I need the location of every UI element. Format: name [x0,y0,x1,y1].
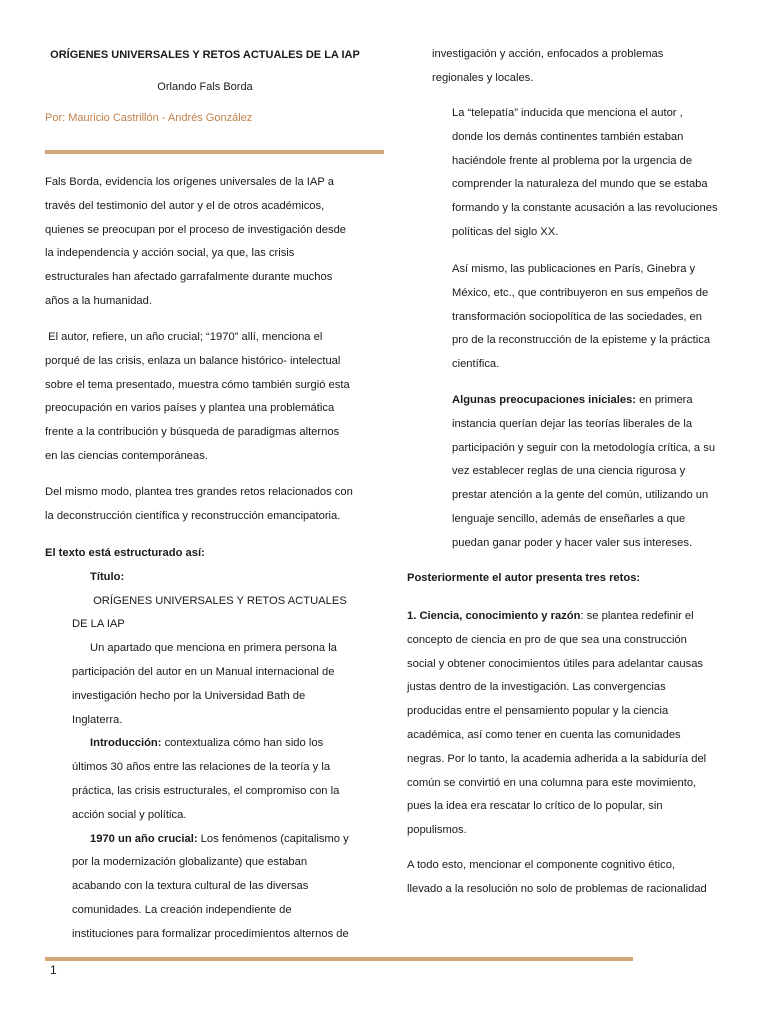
paragraph-preocupaciones [452,389,742,556]
reto1-line: 1. Ciencia, conocimiento y razón: se plantea redefinir el [407,610,694,622]
text-line: pues la idea era rescatar lo crítico de lo popular, sin [407,800,663,813]
text-line: vez establecer reglas de una ciencia rigurosa y [452,465,686,478]
text-line: participación y seguir con la metodología crítica, a su [452,441,716,454]
author-name: Orlando Fals Borda [157,81,253,93]
text-line: DE LA IAP [72,618,125,631]
text-line: populismos. [407,824,467,837]
text-line: académica, así como tener en cuenta las comunidades [407,728,681,741]
paragraph-reto-1 [407,605,737,843]
paragraph-final [407,854,737,902]
text-line: lenguaje sencillo, además de enseñarles a que [452,512,686,525]
text-line: políticas del siglo XX. [452,225,559,238]
text-line: acabando con la textura cultural de las diversas [72,880,309,893]
text-line: comprender la naturaleza del mundo que se estaba [452,178,708,191]
paragraph-retos [45,481,375,529]
text-line: práctica, las crisis estructurales, el compromiso con la [72,784,340,797]
text-line: regionales y locales. [432,71,534,84]
paragraph-intro [45,171,375,314]
intro-line: Introducción: contextualiza cómo han sido los [90,737,324,750]
text-line: puedan ganar poder y hacer valer sus intereses. [452,536,693,549]
text-line: frente a la contribución y búsqueda de paradigmas alternos [45,426,340,439]
text-line: común se convirtió en una columna para este movimiento, [407,776,697,789]
text-line: la deconstrucción científica y reconstrucción emancipatoria. [45,509,341,522]
text-line: Del mismo modo, plantea tres grandes retos relacionados con [45,486,353,498]
preoc-line: Algunas preocupaciones iniciales: en primera [452,394,693,406]
text-line: llevado a la resolución no solo de problemas de racionalidad [407,882,707,895]
text-line: sobre el tema presentado, muestra cómo también surgió esta [45,378,350,391]
text-line: prestar atención a la gente del común, utilizando un [452,489,709,502]
text-line: años a la humanidad. [45,294,152,307]
structure-heading: El texto está estructurado así: [45,547,205,559]
text-line: Inglaterra. [72,713,123,726]
text-line: La “telepatía” inducida que menciona el autor , [452,107,683,119]
text-line: justas dentro de la investigación. Las convergencias [407,681,666,694]
text-line: científica. [452,358,500,371]
text-line: social y obtener conocimientos útiles para adelantar causas [407,657,704,670]
preoc-label: Algunas preocupaciones iniciales: [452,394,637,406]
text-line: en las ciencias contemporáneas. [45,449,208,462]
byline: Por: Mauricio Castrillón - Andrés González [45,112,253,124]
paragraph-crucial-year [45,326,375,469]
right-continuation [432,43,732,91]
text-line: estructurales han afectado garrafalmente durante muchos [45,271,333,284]
text-line: comunidades. La creación independiente de [72,903,292,916]
paragraph-telepatia [452,102,742,245]
text-line: participación del autor en un Manual internacional de [72,665,335,678]
text-line: México, etc., que contribuyeron en sus empeños de [452,286,709,299]
text-line: Un apartado que menciona en primera persona la [90,642,337,655]
crucial-line: 1970 un año crucial: Los fenómenos (capitalismo y [90,832,349,845]
text-line: investigación hecho por la Universidad Bath de [72,689,306,702]
text-line: donde los demás continentes también estaban [452,130,684,143]
text-line: instancia querían dejar las teorías liberales de la [452,417,693,430]
text-line: formando y la constante acusación a las revoluciones [452,202,718,215]
intro-label: Introducción: [90,737,162,750]
titulo-label: Título: [90,570,125,583]
text-line: preocupación en varios países y plantea una problemática [45,402,335,415]
text-line: Fals Borda, evidencia los orígenes universales de la IAP a [45,176,334,188]
text-line: últimos 30 años entre las relaciones de la teoría y la [72,761,331,774]
text-line: investigación y acción, enfocados a problemas [432,48,664,60]
titulo-text: ORÍGENES UNIVERSALES Y RETOS ACTUALES [90,594,347,607]
paragraph-publicaciones [452,258,742,377]
text-line: través del testimonio del autor y el de otros académicos, [45,199,325,212]
reto1-label: 1. Ciencia, conocimiento y razón [407,610,581,622]
page-number: 1 [50,963,57,977]
text-line: instituciones para formalizar procedimientos alternos de [72,927,349,940]
text-line: Así mismo, las publicaciones en París, Ginebra y [452,263,696,275]
text-line: El autor, refiere, un año crucial; “1970” allí, menciona el [45,331,323,343]
text-line: acción social y política. [72,808,187,821]
titulo-line [45,566,375,614]
text-line: la independencia y acción social, ya que, las crisis [45,247,295,260]
retos-heading-text: Posteriormente el autor presenta tres retos: [407,572,641,584]
text-line: A todo esto, mencionar el componente cognitivo ético, [407,859,676,871]
document-title: ORÍGENES UNIVERSALES Y RETOS ACTUALES DE LA IAP [50,49,360,61]
header-divider [45,150,384,154]
footer-divider [45,957,633,961]
text-line: negras. Por lo tanto, la academia adherida a la sabiduría del [407,752,707,765]
text-line: transformación sociopolítica de las sociedades, en [452,310,702,323]
text-line: producidas entre el pensamiento popular y la ciencia [407,705,669,718]
crucial-label: 1970 un año crucial: [90,832,198,845]
text-line: por la modernización globalizante) que estaban [72,856,308,869]
structure-section [45,542,375,947]
text-line: concepto de ciencia en pro de que sea una construcción [407,633,687,646]
text-line: pro de la reconstrucción de la episteme y la práctica [452,334,711,347]
text-line: porqué de las crisis, enlaza un balance histórico- intelectual [45,354,341,367]
text-line: quienes se preocupan por el proceso de investigación desde [45,223,347,236]
retos-heading [407,567,727,591]
text-line: haciéndole frente al problema por la urgencia de [452,154,693,167]
